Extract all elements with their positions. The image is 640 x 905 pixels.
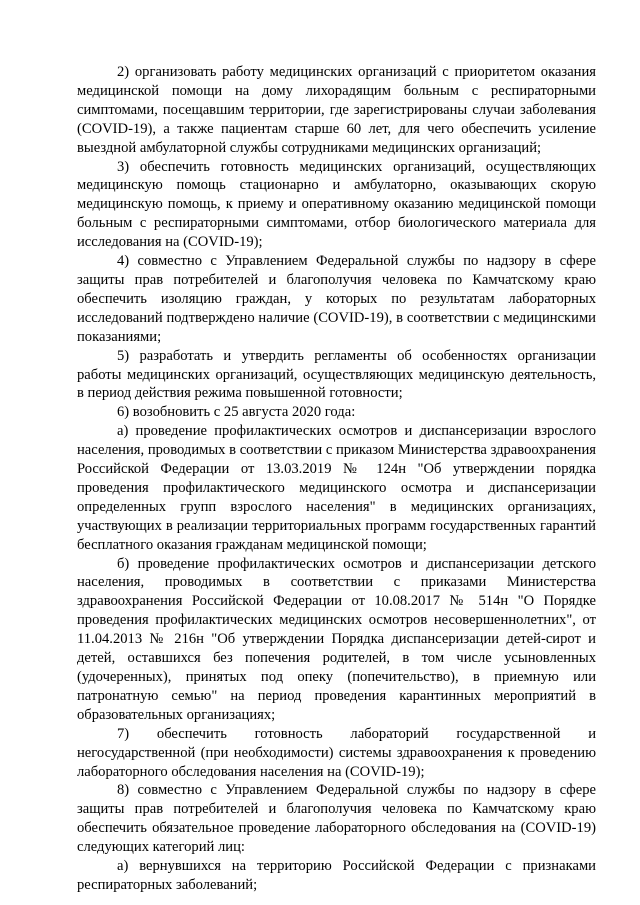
paragraph-item-4: 4) совместно с Управлением Федеральной службы по надзору в сфере защиты прав потребителей и благополучия человека по Камчатскому краю обеспечить изоляцию граждан, у которых по результатам лабораторных исследований подтверждено наличие (COVID-19), в соответствии с медицинскими показаниями; bbox=[77, 253, 596, 345]
paragraph-item-5: 5) разработать и утвердить регламенты об особенностях организации работы медицинских организаций, осуществляющих медицинскую деятельность, в период действия режима повышенной готовности; bbox=[77, 347, 596, 402]
paragraph-subitem-6b: б) проведение профилактических осмотров и диспансеризации детского населения, проводимых в соответствии с приказами Министерства здравоохранения Российской Федерации от 10.08.2017 № 514н "О Порядке проведения профилактических медицинских осмотров несовершеннолетних", от 11.04.2013 № 216н "Об утверждении Порядка диспансеризации детей-сирот и детей, оставшихся без попечения родителей, в том числе усыновленных (удочеренных), принятых под опеку (попечительство), в приемную или патронатную семью" на период проведения карантинных мероприятий в образовательных организациях; bbox=[77, 555, 596, 723]
paragraph-item-6: 6) возобновить с 25 августа 2020 года: bbox=[117, 404, 356, 421]
paragraph-item-3: 3) обеспечить готовность медицинских организаций, осуществляющих медицинскую помощь стационарно и амбулаторно, оказывающих скорую медицинскую помощь, к приему и оперативному оказанию медицинской помощи больным с респираторными симптомами, отбор биологического материала для исследования на (COVID-19); bbox=[77, 158, 596, 251]
paragraph-item-7: 7) обеспечить готовность лабораторий государственной и негосударственной (при необходимости) системы здравоохранения к проведению лабораторного обследования населения на (COVID-19); bbox=[77, 725, 596, 780]
paragraph-subitem-6a: а) проведение профилактических осмотров и диспансеризации взрослого населения, проводимых в соответствии с приказом Министерства здравоохранения Российской Федерации от 13.03.2019 № 124н "Об утверждении порядка проведения профилактического медицинского осмотра и диспансеризации определенных групп взрослого населения" в медицинских организациях, участвующих в реализации территориальных программ государственных гарантий бесплатного оказания гражданам медицинской помощи; bbox=[77, 423, 596, 553]
paragraph-item-8: 8) совместно с Управлением Федеральной службы по надзору в сфере защиты прав потребителей и благополучия человека по Камчатскому краю обеспечить обязательное проведение лабораторного обследования на (COVID-19) следующих категорий лиц: bbox=[77, 782, 596, 856]
document-page bbox=[77, 63, 596, 895]
paragraph-item-2: 2) организовать работу медицинских организаций с приоритетом оказания медицинской помощи на дому лихорадящим больным с респираторными симптомами, посещавшим территории, где зарегистрированы случаи заболевания (COVID-19), а также пациентам старше 60 лет, для чего обеспечить усиление выездной амбулаторной службы сотрудниками медицинских организаций; bbox=[77, 64, 596, 156]
paragraph-subitem-8a: а) вернувшихся на территорию Российской Федерации с признаками респираторных заболеваний; bbox=[77, 858, 596, 893]
